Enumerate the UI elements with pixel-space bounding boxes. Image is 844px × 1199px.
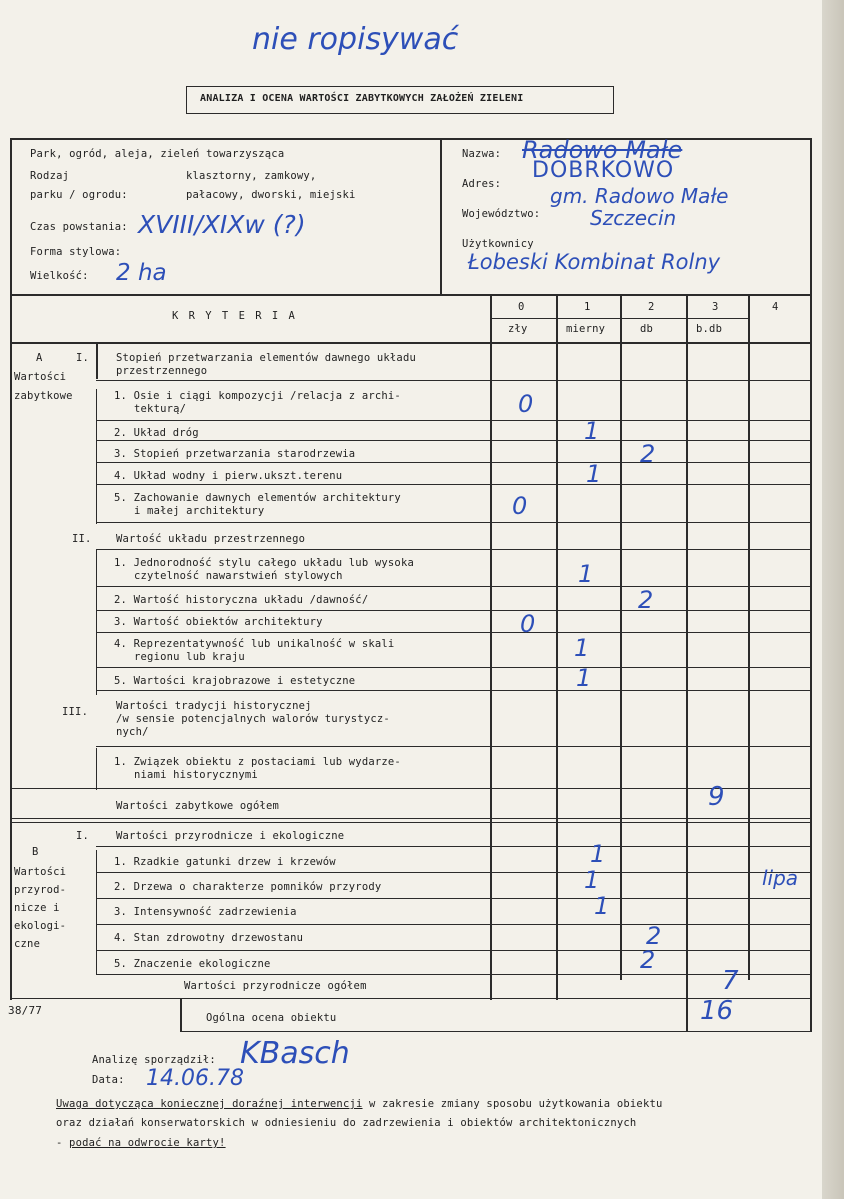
group-b-line4: nicze i xyxy=(14,902,60,914)
col-0-num: 0 xyxy=(518,301,525,313)
group-b-letter: B xyxy=(32,846,39,858)
section-3-title-1: Wartości tradycji historycznej xyxy=(116,700,312,712)
kryteria-header: K R Y T E R I A xyxy=(172,310,297,322)
row-5-text-2: i małej architektury xyxy=(134,505,265,517)
czas-label: Czas powstania: xyxy=(30,221,128,233)
roman-1: I. xyxy=(76,352,90,364)
col-1-num: 1 xyxy=(584,301,591,313)
col-2-name: db xyxy=(640,323,654,335)
group-a-line3: zabytkowe xyxy=(14,390,73,402)
col-3-num: 3 xyxy=(712,301,719,313)
handwritten-name: DOBRKOWO xyxy=(532,158,675,183)
total-a-label: Wartości zabytkowe ogółem xyxy=(116,800,280,812)
group-b-line6: czne xyxy=(14,938,41,950)
score-r10: 1 xyxy=(576,664,592,692)
score-r1: 0 xyxy=(518,390,534,418)
score-r5: 0 xyxy=(512,492,528,520)
row-11-text-2: niami historycznymi xyxy=(134,769,258,781)
row-6-text-2: czytelność nawarstwień stylowych xyxy=(134,570,343,582)
row-3-text: 3. Stopień przetwarzania starodrzewia xyxy=(114,448,356,460)
forma-label: Forma stylowa: xyxy=(30,246,122,258)
row-4-text: 4. Układ wodny i pierw.ukszt.terenu xyxy=(114,470,343,482)
handwritten-name-struck: Radowo Małe xyxy=(522,136,683,164)
row-1-text-2: tekturą/ xyxy=(134,403,187,415)
col-4-num: 4 xyxy=(772,301,779,313)
group-a-letter: A xyxy=(36,352,43,364)
row-8-text: 3. Wartość obiektów architektury xyxy=(114,616,323,628)
score-total-a: 9 xyxy=(708,782,725,812)
roman-4: I. xyxy=(76,830,90,842)
score-r15: 2 xyxy=(646,922,662,950)
col-0-name: zły xyxy=(508,323,528,335)
col-3-name: b.db xyxy=(696,323,723,335)
form-title: ANALIZA I OCENA WARTOŚCI ZABYTKOWYCH ZAŁOŻEŃ ZIELENI xyxy=(200,93,524,104)
uzytkownicy-label: Użytkownicy xyxy=(462,238,534,250)
row-11-text-1: 1. Związek obiektu z postaciami lub wydarze- xyxy=(114,756,401,768)
uwaga-line-3: - podać na odwrocie karty! xyxy=(56,1137,226,1149)
section-4-title: Wartości przyrodnicze i ekologiczne xyxy=(116,830,345,842)
park-type-line: Park, ogród, aleja, zieleń towarzysząca xyxy=(30,148,285,160)
row-1-text-1: 1. Osie i ciągi kompozycji /relacja z archi- xyxy=(114,390,401,402)
group-a-line2: Wartości xyxy=(14,371,67,383)
roman-2: II. xyxy=(72,533,92,545)
group-b-line3: przyrod- xyxy=(14,884,67,896)
group-b-line2: Wartości xyxy=(14,866,67,878)
section-3-title-2: /w sensie potencjalnych walorów turystycz- xyxy=(116,713,390,725)
score-total-b: 7 xyxy=(722,966,739,996)
handwritten-size: 2 ha xyxy=(116,260,167,286)
wielkosc-label: Wielkość: xyxy=(30,270,89,282)
col-2-num: 2 xyxy=(648,301,655,313)
section-3-title-3: nych/ xyxy=(116,726,149,738)
col-1-name: mierny xyxy=(566,323,606,335)
handwritten-users: Łobeski Kombinat Rolny xyxy=(468,250,721,274)
section-2-title: Wartość układu przestrzennego xyxy=(116,533,306,545)
handwritten-address: gm. Radowo Małe xyxy=(550,184,729,208)
handwritten-side-note: lipa xyxy=(762,866,799,890)
row-13-text: 2. Drzewa o charakterze pomników przyrody xyxy=(114,881,382,893)
row-14-text: 3. Intensywność zadrzewienia xyxy=(114,906,297,918)
score-r12: 1 xyxy=(590,840,606,868)
row-6-text-1: 1. Jednorodność stylu całego układu lub wysoka xyxy=(114,557,414,569)
uwaga-line-2: oraz działań konserwatorskich w odniesieniu do zadrzewienia i obiektów architektonicznych xyxy=(56,1117,637,1129)
row-9-text-1: 4. Reprezentatywność lub unikalność w skali xyxy=(114,638,395,650)
row-12-text: 1. Rzadkie gatunki drzew i krzewów xyxy=(114,856,336,868)
nazwa-label: Nazwa: xyxy=(462,148,502,160)
total-b-label: Wartości przyrodnicze ogółem xyxy=(184,980,367,992)
score-r6: 1 xyxy=(578,560,594,588)
handwritten-top-note: nie ropisywać xyxy=(252,22,459,57)
row-15-text: 4. Stan zdrowotny drzewostanu xyxy=(114,932,304,944)
row-9-text-2: regionu lub kraju xyxy=(134,651,245,663)
group-b-line5: ekologi- xyxy=(14,920,67,932)
page-edge-shadow xyxy=(822,0,844,1199)
score-r4: 1 xyxy=(586,460,602,488)
score-r9: 1 xyxy=(574,634,590,662)
section-1-title-2: przestrzennego xyxy=(116,365,208,377)
adres-label: Adres: xyxy=(462,178,502,190)
wojewodztwo-label: Województwo: xyxy=(462,208,541,220)
row-16-text: 5. Znaczenie ekologiczne xyxy=(114,958,271,970)
score-r14: 1 xyxy=(594,892,610,920)
rodzaj-label: Rodzaj xyxy=(30,170,70,182)
analiza-label: Analizę sporządził: xyxy=(92,1054,216,1066)
score-r3: 2 xyxy=(640,440,656,468)
rodzaj-options-1: klasztorny, zamkowy, xyxy=(186,170,317,182)
rodzaj-options-2: pałacowy, dworski, miejski xyxy=(186,189,356,201)
row-10-text: 5. Wartości krajobrazowe i estetyczne xyxy=(114,675,356,687)
handwritten-signature: KBasch xyxy=(240,1036,350,1071)
row-2-text: 2. Układ dróg xyxy=(114,427,199,439)
data-label: Data: xyxy=(92,1074,125,1086)
handwritten-date-founded: XVIII/XIXw (?) xyxy=(138,210,306,239)
roman-3: III. xyxy=(62,706,89,718)
page-mark: 38/77 xyxy=(8,1004,43,1017)
score-r7: 2 xyxy=(638,586,654,614)
score-overall: 16 xyxy=(700,996,734,1026)
overall-label: Ogólna ocena obiektu xyxy=(206,1012,337,1024)
uwaga-line-1: Uwaga dotycząca koniecznej doraźnej interwencji w zakresie zmiany sposobu użytkowania obiektu xyxy=(56,1098,663,1110)
score-r13: 1 xyxy=(584,866,600,894)
score-r16: 2 xyxy=(640,946,656,974)
section-1-title-1: Stopień przetwarzania elementów dawnego układu xyxy=(116,352,416,364)
score-r2: 1 xyxy=(584,417,600,445)
score-r8: 0 xyxy=(520,610,536,638)
parku-label: parku / ogrodu: xyxy=(30,189,128,201)
row-7-text: 2. Wartość historyczna układu /dawność/ xyxy=(114,594,369,606)
row-5-text-1: 5. Zachowanie dawnych elementów architektury xyxy=(114,492,401,504)
handwritten-date: 14.06.78 xyxy=(146,1066,244,1091)
handwritten-voivodeship: Szczecin xyxy=(590,206,677,230)
